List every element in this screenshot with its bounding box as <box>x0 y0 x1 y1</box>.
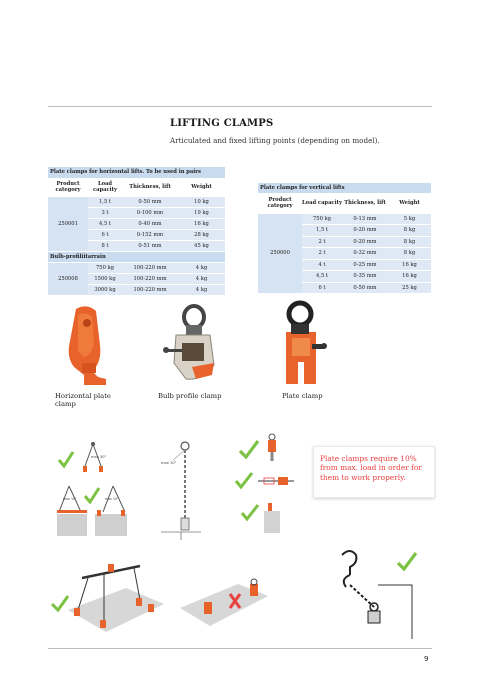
vertical-clamps-table <box>258 183 431 294</box>
table-cell: 3000 kg <box>88 284 122 295</box>
table-cell: 0-50 mm <box>342 282 388 294</box>
bottom-divider <box>48 648 432 649</box>
angle-label: max 10° <box>105 497 119 501</box>
table-row <box>258 213 431 225</box>
table-cell: 1500 kg <box>88 273 122 284</box>
table-cell: 100-220 mm <box>122 284 178 295</box>
angle-label: max 10° <box>161 461 177 465</box>
table-cell: 0-25 mm <box>342 259 388 271</box>
category-cell: 250001 <box>48 196 88 251</box>
table-cell: 2 t <box>302 248 342 260</box>
table-cell: 0-13 mm <box>342 213 388 225</box>
table-cell: 0-20 mm <box>342 236 388 248</box>
table-cell: 16 kg <box>388 259 431 271</box>
angle-label: max 10° <box>63 497 77 501</box>
check-icon <box>240 441 258 457</box>
table-cell: 8 kg <box>388 248 431 260</box>
check-icon <box>59 452 73 466</box>
table-cell: 25 kg <box>388 282 431 294</box>
table-cell: 8 kg <box>388 225 431 237</box>
col-header: Load capacity <box>88 178 122 196</box>
horizontal-clamps-table <box>48 167 225 296</box>
bulb-profile-clamp-image <box>162 305 222 387</box>
col-header: Thickness, lift <box>342 193 388 213</box>
check-icon <box>52 596 68 610</box>
category-cell: 250000 <box>258 213 302 294</box>
table-cell: 1,5 t <box>302 225 342 237</box>
angle-label: max 30° <box>91 455 107 459</box>
table-cell: 0-100 mm <box>122 207 178 218</box>
table-cell: 6 t <box>88 229 122 240</box>
table-cell: 4 t <box>302 259 342 271</box>
col-header: Product category <box>258 193 302 213</box>
check-icon <box>236 473 252 487</box>
load-requirement-note: Plate clamps require 10% from max. load in order for them to work properly. <box>313 446 435 498</box>
table-cell: 16 kg <box>388 271 431 283</box>
horizontal-lift-diagram <box>55 440 145 540</box>
table-cell: 0-32 mm <box>342 248 388 260</box>
table-cell: 3 t <box>88 207 122 218</box>
table-cell: 45 kg <box>178 240 225 251</box>
table-cell: 0-152 mm <box>122 229 178 240</box>
table-caption: Plate clamps for horizontal lifts. To be used in pairs <box>48 167 225 178</box>
table-cell: 16 kg <box>178 218 225 229</box>
table-cell: 750 kg <box>302 213 342 225</box>
table-cell: 4 kg <box>178 262 225 273</box>
col-header: Load capacity <box>302 193 342 213</box>
table-cell: 1,5 t <box>88 196 122 207</box>
table-cell: 0-40 mm <box>122 218 178 229</box>
table-row <box>48 196 225 207</box>
table-cell: 2 t <box>302 236 342 248</box>
page-number: 9 <box>424 655 429 663</box>
table-subcaption: Bulb-profiliitarrain <box>48 251 225 262</box>
table-cell: 5 kg <box>388 213 431 225</box>
check-icon <box>398 553 416 569</box>
table-cell: 6 t <box>302 282 342 294</box>
table-caption: Plate clamps for vertical lifts <box>258 183 431 193</box>
vertical-plate-lift-diagram <box>330 545 430 641</box>
table-cell: 750 kg <box>88 262 122 273</box>
table-cell: 28 kg <box>178 229 225 240</box>
vertical-lift-diagram <box>228 425 298 535</box>
table-cell: 4 kg <box>178 273 225 284</box>
col-header: Weight <box>178 178 225 196</box>
check-icon <box>242 505 258 519</box>
col-header: Weight <box>388 193 431 213</box>
table-cell: 0-20 mm <box>342 225 388 237</box>
col-header: Thickness, lift <box>122 178 178 196</box>
table-cell: 8 t <box>88 240 122 251</box>
col-header: Product category <box>48 178 88 196</box>
beam-lift-diagram <box>48 560 168 640</box>
category-cell: 250008 <box>48 262 88 295</box>
table-cell: 0-35 mm <box>342 271 388 283</box>
table-cell: 100-220 mm <box>122 262 178 273</box>
table-cell: 19 kg <box>178 207 225 218</box>
plate-clamp-image <box>278 302 328 388</box>
table-cell: 100-220 mm <box>122 273 178 284</box>
table-cell: 0-51 mm <box>122 240 178 251</box>
caption-plate-clamp: Plate clamp <box>282 392 323 400</box>
page-title: LIFTING CLAMPS <box>170 118 274 129</box>
caption-horizontal-clamp: Horizontal plate clamp <box>55 392 111 408</box>
incorrect-usage-diagram <box>178 568 270 632</box>
table-cell: 10 kg <box>178 196 225 207</box>
table-cell: 4,5 t <box>88 218 122 229</box>
table-cell: 0-50 mm <box>122 196 178 207</box>
top-divider <box>48 106 432 107</box>
table-cell: 8 kg <box>388 236 431 248</box>
check-icon <box>85 488 99 502</box>
table-row <box>48 262 225 273</box>
table-cell: 4 kg <box>178 284 225 295</box>
horizontal-plate-clamp-image <box>62 305 112 385</box>
caption-bulb-clamp: Bulb profile clamp <box>158 392 222 400</box>
table-cell: 4,5 t <box>302 271 342 283</box>
page-subtitle: Articulated and fixed lifting points (depending on model). <box>170 136 380 145</box>
chain-lift-diagram <box>155 440 205 540</box>
